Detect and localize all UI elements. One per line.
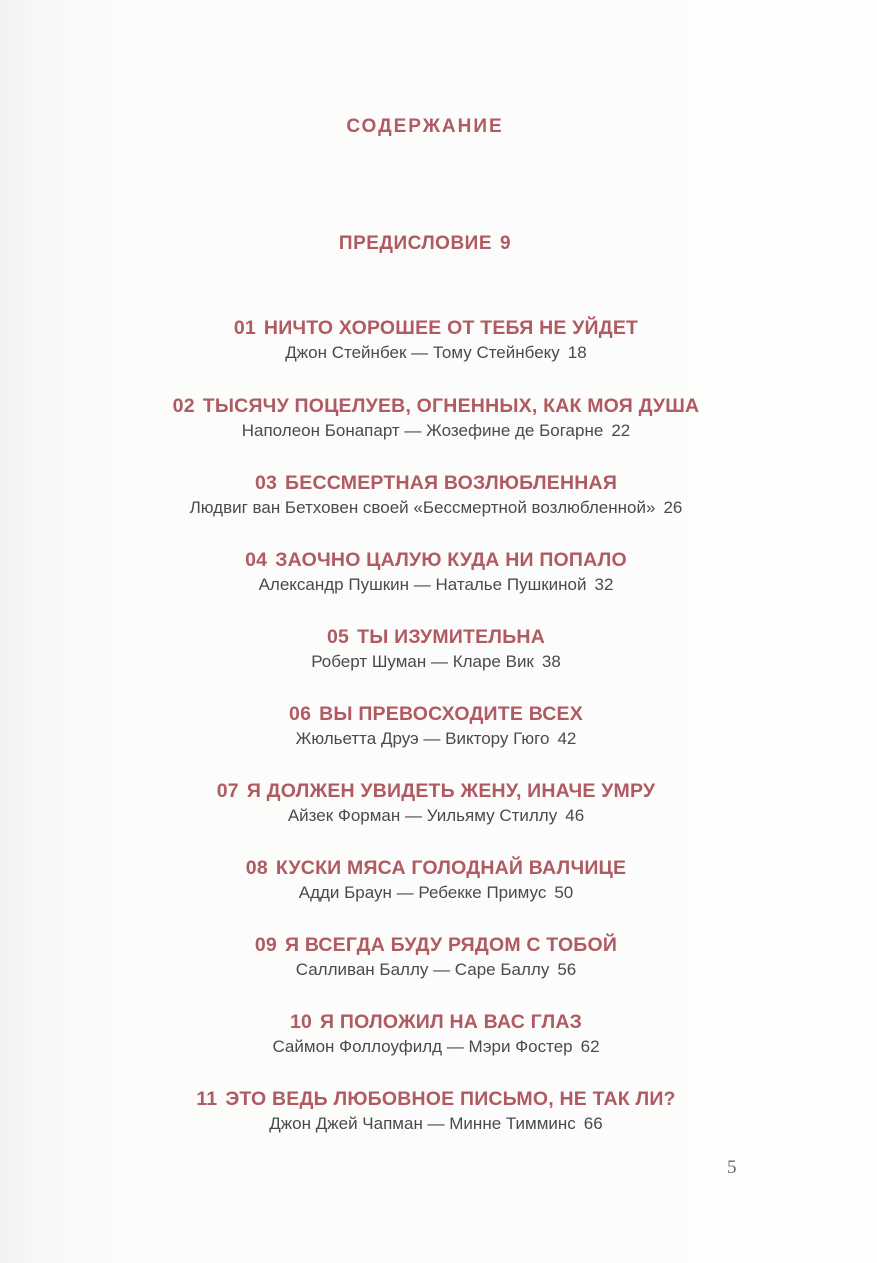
entry-page-number: 22	[611, 421, 631, 440]
entry-number: 08	[245, 857, 268, 879]
entry-number: 04	[245, 549, 268, 571]
toc-entry-07	[0, 778, 877, 828]
entry-subtitle: Адди Браун — Ребекке Примус	[298, 883, 547, 902]
entry-page-number: 38	[541, 652, 561, 671]
entry-page-number: 66	[583, 1114, 603, 1133]
preface-entry	[0, 233, 850, 255]
entry-subtitle: Жюльетта Друэ — Виктору Гюго	[295, 729, 550, 748]
entry-page-number: 50	[554, 883, 574, 902]
entry-subtitle: Наполеон Бонапарт — Жозефине де Богарне	[241, 421, 604, 440]
entry-title: Я ДОЛЖЕН УВИДЕТЬ ЖЕНУ, ИНАЧЕ УМРУ	[246, 780, 656, 802]
entry-title: ЭТО ВЕДЬ ЛЮБОВНОЕ ПИСЬМО, НЕ ТАК ЛИ?	[225, 1088, 676, 1110]
entry-page-number: 26	[663, 498, 683, 517]
entry-number: 07	[216, 780, 239, 802]
entry-subtitle: Людвиг ван Бетховен своей «Бессмертной возлюбленной»	[189, 498, 656, 517]
toc-entry-05	[0, 624, 877, 674]
contents-title: СОДЕРЖАНИЕ	[346, 116, 504, 137]
preface-label: ПРЕДИСЛОВИЕ	[338, 233, 493, 254]
entry-subtitle: Роберт Шуман — Кларе Вик	[311, 652, 534, 671]
toc-entry-10	[0, 1009, 877, 1059]
toc-entry-01	[0, 315, 877, 365]
entry-title: КУСКИ МЯСА ГОЛОДНАЙ ВАЛЧИЦЕ	[275, 857, 627, 879]
entry-page-number: 62	[580, 1037, 600, 1056]
entry-number: 01	[233, 317, 256, 339]
entry-page-number: 32	[594, 575, 614, 594]
entry-title: ВЫ ПРЕВОСХОДИТЕ ВСЕХ	[319, 703, 583, 725]
toc-entry-02	[0, 393, 877, 443]
entry-subtitle: Джон Джей Чапман — Минне Тимминс	[269, 1114, 576, 1133]
entry-subtitle: Салливан Баллу — Саре Баллу	[295, 960, 550, 979]
toc-entry-06	[0, 701, 877, 751]
toc-entry-03	[0, 470, 877, 520]
entry-number: 09	[254, 934, 277, 956]
toc-entry-09	[0, 932, 877, 982]
entry-page-number: 42	[557, 729, 577, 748]
entry-subtitle: Айзек Форман — Уильяму Стиллу	[287, 806, 558, 825]
entry-page-number: 46	[565, 806, 585, 825]
toc-entry-08	[0, 855, 877, 905]
entry-number: 02	[172, 395, 195, 417]
entry-title: БЕССМЕРТНАЯ ВОЗЛЮБЛЕННАЯ	[285, 472, 618, 494]
entry-title: ТЫ ИЗУМИТЕЛЬНА	[357, 626, 545, 648]
toc-entry-11	[0, 1086, 877, 1136]
entry-subtitle: Джон Стейнбек — Тому Стейнбеку	[285, 343, 560, 362]
toc-entry-04	[0, 547, 877, 597]
entry-subtitle: Александр Пушкин — Наталье Пушкиной	[258, 575, 587, 594]
entry-number: 10	[289, 1011, 313, 1033]
entry-title: ТЫСЯЧУ ПОЦЕЛУЕВ, ОГНЕННЫХ, КАК МОЯ ДУША	[202, 395, 700, 417]
entry-title: ЗАОЧНО ЦАЛУЮ КУДА НИ ПОПАЛО	[275, 549, 627, 571]
entry-title: НИЧТО ХОРОШЕЕ ОТ ТЕБЯ НЕ УЙДЕТ	[263, 317, 639, 339]
entry-number: 05	[327, 626, 350, 648]
entry-page-number: 18	[567, 343, 587, 362]
preface-page-number: 9	[500, 233, 512, 254]
page-folio-number: 5	[727, 1157, 737, 1178]
entry-number: 03	[254, 472, 278, 494]
entry-number: 11	[196, 1088, 218, 1110]
entry-number: 06	[289, 703, 312, 725]
entry-subtitle: Саймон Фоллоуфилд — Мэри Фостер	[272, 1037, 573, 1056]
entry-title: Я ПОЛОЖИЛ НА ВАС ГЛАЗ	[320, 1011, 583, 1033]
entry-title: Я ВСЕГДА БУДУ РЯДОМ С ТОБОЙ	[284, 934, 618, 956]
entry-page-number: 56	[557, 960, 577, 979]
